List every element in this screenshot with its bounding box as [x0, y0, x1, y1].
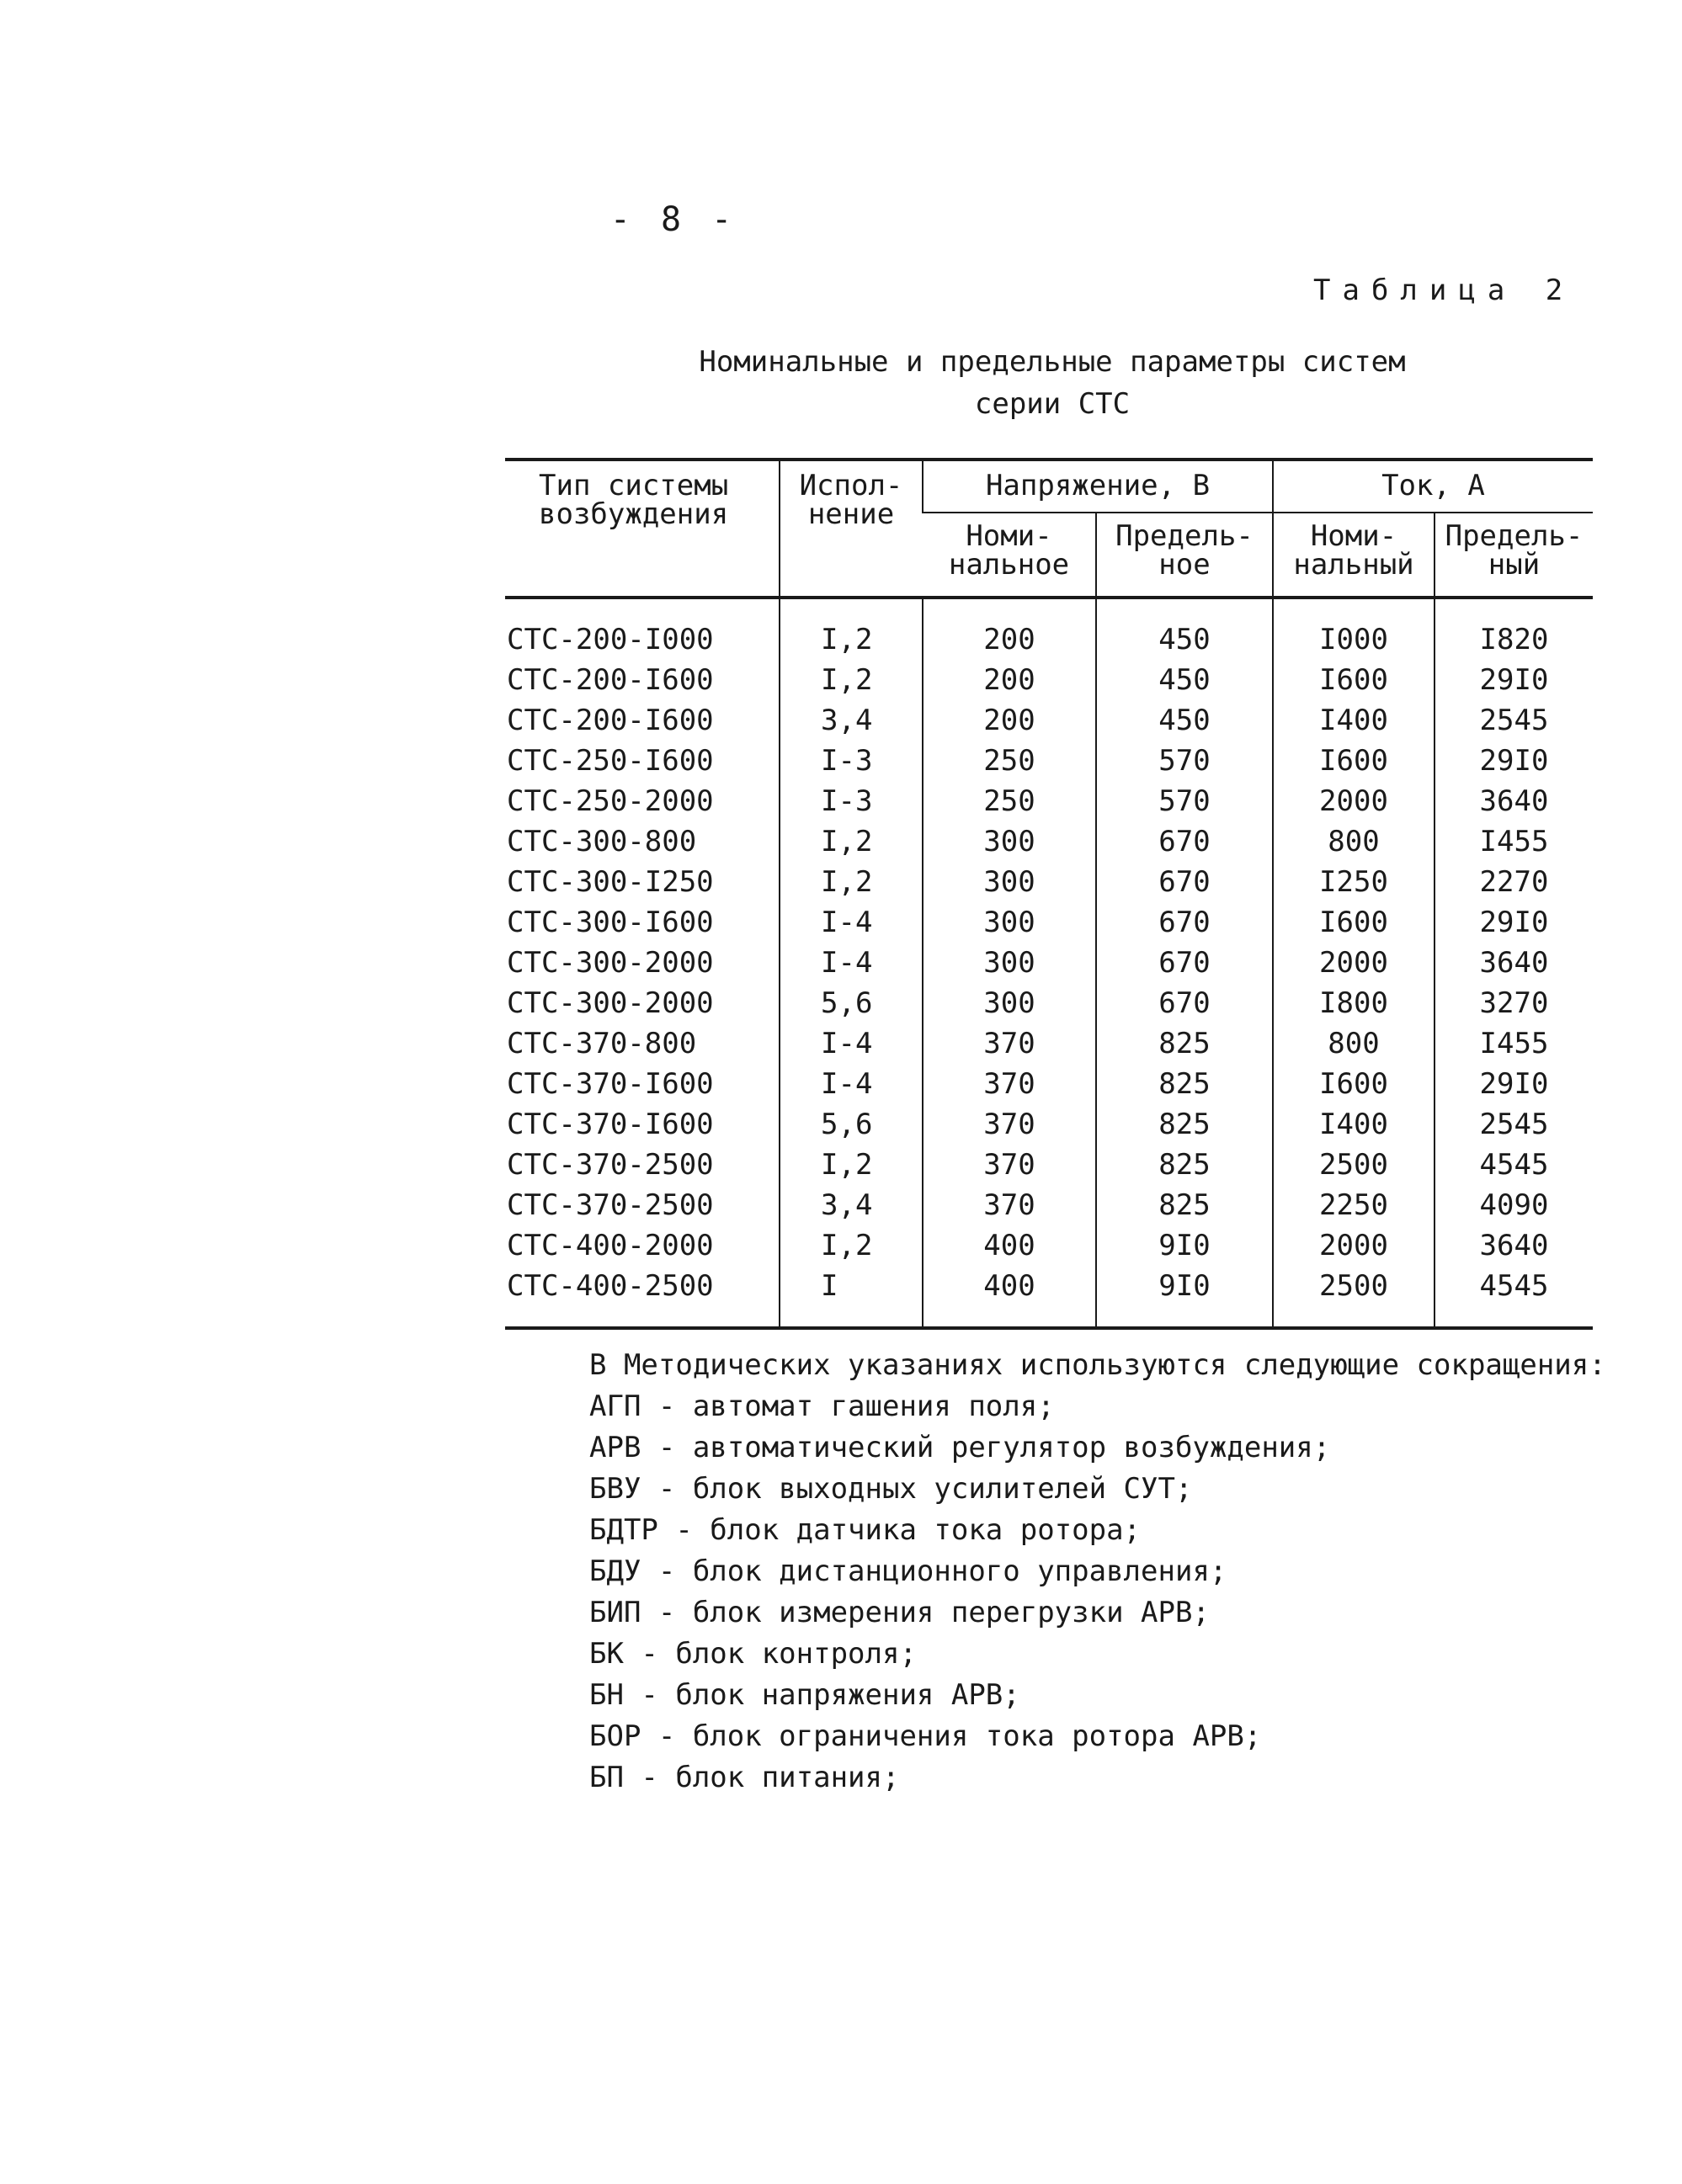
table-row	[505, 1145, 1593, 1185]
cell-system-type: СТС-370-I600	[507, 1067, 714, 1101]
cell-voltage-nominal: 400	[923, 1266, 1096, 1328]
cell-voltage-nominal: 200	[923, 660, 1096, 700]
cell-variant: I,2	[780, 660, 923, 700]
cell-variant: I-4	[780, 943, 923, 983]
cell-variant: I-4	[780, 1064, 923, 1104]
cell-voltage-limit: 450	[1096, 700, 1273, 741]
table-row	[505, 943, 1593, 983]
cell-system-type: СТС-370-2500	[507, 1188, 714, 1222]
cell-current-limit: 29I0	[1434, 660, 1593, 700]
cell-system-type: СТС-200-I000	[507, 623, 714, 656]
cell-voltage-limit: 825	[1096, 1023, 1273, 1064]
header-current-nominal: Номи- нальный	[1273, 513, 1434, 598]
cell-variant: I	[780, 1266, 923, 1328]
cell-voltage-limit: 9I0	[1096, 1225, 1273, 1266]
cell-variant: I-4	[780, 1023, 923, 1064]
cell-system-type: СТС-250-I600	[507, 744, 714, 778]
cell-variant: I,2	[780, 1145, 923, 1185]
cell-current-nominal: 2000	[1273, 781, 1434, 821]
cell-voltage-limit: 670	[1096, 902, 1273, 943]
cell-current-nominal: I600	[1273, 1064, 1434, 1104]
abbreviations-items	[589, 1386, 1606, 1799]
cell-current-nominal: I250	[1273, 862, 1434, 902]
table-row	[505, 983, 1593, 1023]
cell-current-nominal: I600	[1273, 660, 1434, 700]
table-row	[505, 781, 1593, 821]
cell-system-type: СТС-370-I600	[507, 1108, 714, 1141]
cell-variant: I,2	[780, 1225, 923, 1266]
cell-voltage-limit: 570	[1096, 781, 1273, 821]
cell-voltage-nominal: 370	[923, 1023, 1096, 1064]
abbreviation-item: БИП - блок измерения перегрузки АРВ;	[589, 1596, 1210, 1629]
table-row	[505, 862, 1593, 902]
cell-system-type: СТС-300-I600	[507, 906, 714, 939]
cell-system-type: СТС-250-2000	[507, 784, 714, 818]
header-voltage-nominal: Номи- нальное	[923, 513, 1096, 598]
cell-system-type: СТС-300-I250	[507, 865, 714, 899]
cell-current-limit: 4090	[1434, 1185, 1593, 1225]
cell-variant: 5,6	[780, 983, 923, 1023]
table-caption	[589, 341, 1515, 425]
abbreviation-item: АГП - автомат гашения поля;	[589, 1390, 1055, 1423]
cell-current-nominal: 2500	[1273, 1145, 1434, 1185]
cell-voltage-limit: 825	[1096, 1145, 1273, 1185]
cell-voltage-nominal: 250	[923, 741, 1096, 781]
cell-voltage-nominal: 370	[923, 1145, 1096, 1185]
cell-current-limit: 2545	[1434, 1104, 1593, 1145]
cell-current-nominal: I600	[1273, 741, 1434, 781]
header-current-group: Ток, А	[1273, 460, 1593, 513]
cell-voltage-limit: 670	[1096, 862, 1273, 902]
cell-current-limit: 2545	[1434, 700, 1593, 741]
cell-current-limit: 29I0	[1434, 1064, 1593, 1104]
cell-voltage-nominal: 370	[923, 1185, 1096, 1225]
cell-voltage-nominal: 400	[923, 1225, 1096, 1266]
cell-variant: I-3	[780, 781, 923, 821]
cell-system-type: СТС-300-2000	[507, 946, 714, 980]
cell-voltage-nominal: 200	[923, 700, 1096, 741]
cell-voltage-limit: 670	[1096, 983, 1273, 1023]
cell-current-limit: 3270	[1434, 983, 1593, 1023]
table-row	[505, 821, 1593, 862]
cell-current-nominal: I800	[1273, 983, 1434, 1023]
table-row	[505, 1225, 1593, 1266]
cell-system-type: СТС-400-2500	[507, 1269, 714, 1303]
table-label: Таблица 2	[1313, 274, 1575, 307]
cell-current-nominal: 800	[1273, 821, 1434, 862]
cell-current-limit: I455	[1434, 1023, 1593, 1064]
cell-current-limit: 3640	[1434, 943, 1593, 983]
cell-current-nominal: 2250	[1273, 1185, 1434, 1225]
abbreviation-item: БДТР - блок датчика тока ротора;	[589, 1513, 1142, 1547]
cell-current-limit: 29I0	[1434, 902, 1593, 943]
abbreviation-item: БВУ - блок выходных усилителей СУТ;	[589, 1472, 1193, 1506]
abbreviation-item: АРВ - автоматический регулятор возбуждения;	[589, 1431, 1331, 1464]
cell-variant: 5,6	[780, 1104, 923, 1145]
cell-system-type: СТС-370-800	[507, 1027, 697, 1060]
cell-variant: I,2	[780, 821, 923, 862]
table-row	[505, 700, 1593, 741]
header-system-type: Тип системы возбуждения	[505, 460, 780, 598]
cell-current-limit: 4545	[1434, 1266, 1593, 1328]
cell-voltage-nominal: 300	[923, 943, 1096, 983]
cell-system-type: СТС-300-800	[507, 825, 697, 858]
cell-current-limit: 3640	[1434, 1225, 1593, 1266]
abbreviation-item: БОР - блок ограничения тока ротора АРВ;	[589, 1719, 1262, 1753]
table-row	[505, 598, 1593, 660]
cell-current-limit: I455	[1434, 821, 1593, 862]
cell-variant: 3,4	[780, 1185, 923, 1225]
abbreviation-item: БН - блок напряжения АРВ;	[589, 1678, 1020, 1712]
table-row	[505, 1266, 1593, 1328]
cell-variant: I,2	[780, 598, 923, 660]
cell-voltage-limit: 825	[1096, 1064, 1273, 1104]
abbreviation-item: БК - блок контроля;	[589, 1637, 917, 1671]
table-row	[505, 741, 1593, 781]
cell-voltage-limit: 825	[1096, 1185, 1273, 1225]
cell-voltage-nominal: 300	[923, 902, 1096, 943]
cell-system-type: СТС-200-I600	[507, 663, 714, 697]
cell-current-nominal: 800	[1273, 1023, 1434, 1064]
cell-current-nominal: I400	[1273, 1104, 1434, 1145]
cell-voltage-limit: 670	[1096, 943, 1273, 983]
table-row	[505, 1064, 1593, 1104]
cell-voltage-nominal: 300	[923, 862, 1096, 902]
cell-system-type: СТС-370-2500	[507, 1148, 714, 1182]
cell-variant: I-3	[780, 741, 923, 781]
caption-line-1: Номинальные и предельные параметры систем	[699, 345, 1406, 379]
cell-current-nominal: 2500	[1273, 1266, 1434, 1328]
table-row	[505, 1185, 1593, 1225]
table-row	[505, 660, 1593, 700]
caption-line-2: серии СТС	[974, 387, 1131, 421]
cell-current-nominal: 2000	[1273, 1225, 1434, 1266]
page-number: - 8 -	[609, 200, 737, 239]
cell-current-nominal: I000	[1273, 598, 1434, 660]
cell-voltage-nominal: 250	[923, 781, 1096, 821]
cell-current-limit: 3640	[1434, 781, 1593, 821]
cell-voltage-nominal: 370	[923, 1104, 1096, 1145]
cell-current-nominal: I400	[1273, 700, 1434, 741]
cell-current-limit: 2270	[1434, 862, 1593, 902]
cell-voltage-limit: 670	[1096, 821, 1273, 862]
cell-system-type: СТС-200-I600	[507, 704, 714, 737]
abbreviation-item: БДУ - блок дистанционного управления;	[589, 1554, 1227, 1588]
abbreviation-item: БП - блок питания;	[589, 1761, 900, 1794]
abbreviations-intro: В Методических указаниях используются следующие сокращения:	[589, 1348, 1606, 1382]
cell-voltage-nominal: 300	[923, 821, 1096, 862]
cell-voltage-limit: 450	[1096, 598, 1273, 660]
cell-current-nominal: 2000	[1273, 943, 1434, 983]
header-variant: Испол- нение	[780, 460, 923, 598]
cell-voltage-nominal: 200	[923, 598, 1096, 660]
header-voltage-limit: Предель- ное	[1096, 513, 1273, 598]
cell-voltage-limit: 570	[1096, 741, 1273, 781]
cell-voltage-limit: 450	[1096, 660, 1273, 700]
cell-current-limit: 4545	[1434, 1145, 1593, 1185]
table-row	[505, 1023, 1593, 1064]
cell-current-limit: I820	[1434, 598, 1593, 660]
cell-voltage-nominal: 370	[923, 1064, 1096, 1104]
cell-variant: I,2	[780, 862, 923, 902]
cell-current-limit: 29I0	[1434, 741, 1593, 781]
cell-system-type: СТС-400-2000	[507, 1229, 714, 1262]
cell-current-nominal: I600	[1273, 902, 1434, 943]
table-row	[505, 902, 1593, 943]
cell-system-type: СТС-300-2000	[507, 986, 714, 1020]
cell-voltage-limit: 825	[1096, 1104, 1273, 1145]
header-voltage-group: Напряжение, В	[923, 460, 1273, 513]
table-body	[505, 598, 1593, 1328]
cell-voltage-nominal: 300	[923, 983, 1096, 1023]
table-row	[505, 1104, 1593, 1145]
cell-variant: I-4	[780, 902, 923, 943]
abbreviations-list	[589, 1345, 1606, 1799]
header-current-limit: Предель- ный	[1434, 513, 1593, 598]
cell-voltage-limit: 9I0	[1096, 1266, 1273, 1328]
cell-variant: 3,4	[780, 700, 923, 741]
parameters-table	[505, 458, 1593, 1330]
